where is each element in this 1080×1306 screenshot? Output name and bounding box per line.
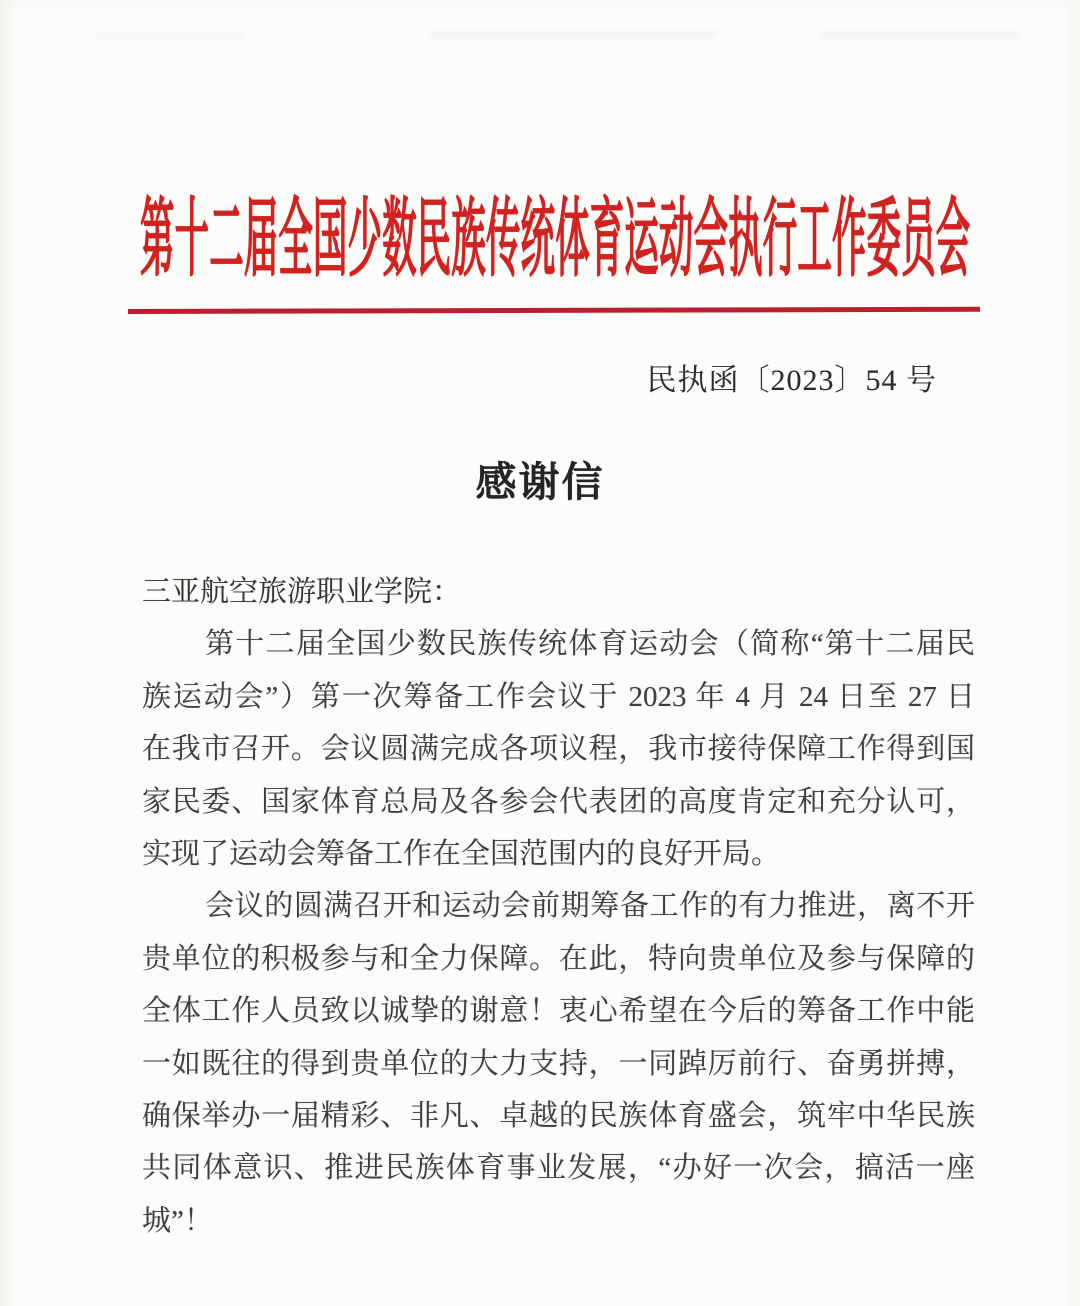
body-line: 在我市召开。会议圆满完成各项议程，我市接待保障工作得到国 — [142, 733, 975, 766]
document-number: 民执函〔2023〕54 号 — [646, 364, 937, 397]
letter-title: 感谢信 — [475, 459, 605, 505]
letterhead-divider-rule — [128, 307, 980, 314]
salutation: 三亚航空旅游职业学院： — [142, 576, 462, 608]
body-line: 共同体意识、推进民族体育事业发展，“办好一次会，搞活一座 — [142, 1152, 975, 1185]
body-line: 家民委、国家体育总局及各参会代表团的高度肯定和充分认可， — [142, 785, 975, 818]
body-line: 实现了运动会筹备工作在全国范围内的良好开局。 — [142, 837, 781, 870]
body-line: 全体工作人员致以诚挚的谢意！衷心希望在今后的筹备工作中能 — [142, 995, 975, 1028]
scan-artifact — [95, 32, 245, 40]
body-line: 贵单位的积极参与和全力保障。在此，特向贵单位及参与保障的 — [142, 942, 975, 975]
scan-artifact — [820, 31, 1020, 39]
body-line: 城”！ — [142, 1204, 213, 1237]
body-line: 一如既往的得到贵单位的大力支持，一同踔厉前行、奋勇拼搏， — [142, 1047, 975, 1080]
body-line: 会议的圆满召开和运动会前期筹备工作的有力推进，离不开 — [205, 890, 975, 923]
body-line: 第十二届全国少数民族传统体育运动会（简称“第十二届民 — [205, 628, 975, 661]
body-line: 确保举办一届精彩、非凡、卓越的民族体育盛会，筑牢中华民族 — [142, 1099, 975, 1132]
scan-artifact — [430, 30, 720, 38]
letterhead-title: 第十二届全国少数民族传统体育运动会执行工作委员会 — [140, 191, 971, 287]
letter-body — [142, 566, 975, 1247]
body-line: 族运动会”）第一次筹备工作会议于 2023 年 4 月 24 日至 27 日 — [142, 680, 975, 713]
